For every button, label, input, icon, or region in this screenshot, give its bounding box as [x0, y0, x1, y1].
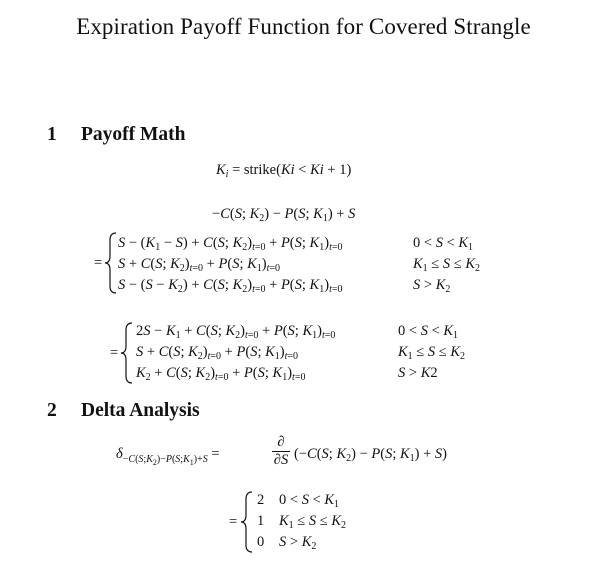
section-number: 1 — [47, 124, 57, 145]
delta-case-2-cond: $K_1 \le S \le K_2$ — [279, 513, 347, 531]
left-brace — [240, 491, 254, 553]
payoff-case-2-cond: $K_1 \le S \le K_2$ — [413, 256, 481, 274]
payoff-simplified-case-2-expr: S + C(S; $K_2)_{t=0} + P(S$; $K_1)_{t=0}$ — [136, 344, 299, 362]
payoff-simplified-case-1-expr: $2S - K_1 + C(S$; $K_2)_{t=0} + P(S$; $K_1)_{t=0}$ — [136, 323, 336, 341]
payoff-case-3-cond: $S > K_2$ — [413, 277, 451, 295]
strike-definition-equation: $K_i$ = strike(Ki < Ki + 1) — [216, 162, 352, 180]
equals-sign: = — [94, 255, 103, 271]
partial-derivative-fraction: ∂ ∂S — [273, 434, 289, 468]
payoff-simplified-case-1-cond: $0 < S < K_1$ — [398, 323, 459, 341]
delta-case-3-cond: $S > K_2$ — [279, 534, 317, 552]
payoff-case-3-expr: $S - (S - K_2) + C(S$; $K_2)_{t=0} + P(S$; $K_1)_{t=0}$ — [118, 277, 343, 295]
paper-title: Expiration Payoff Function for Covered Strangle — [76, 14, 531, 39]
payoff-expression: −C(S; $K_2) - P(S$; $K_1) + S$ — [212, 206, 356, 224]
section-number: 2 — [47, 400, 57, 421]
delta-case-1-cond: $0 < S < K_1$ — [279, 492, 340, 510]
payoff-case-1-cond: $0 < S < K_1$ — [413, 235, 474, 253]
payoff-simplified-case-2-cond: $K_1 \le S \le K_2$ — [398, 344, 466, 362]
section-heading-payoff-math — [47, 124, 186, 146]
left-brace — [104, 232, 118, 294]
delta-definition-equation: $\delta_{-C(S;K_2)-P(S;K_1)+S}$ = — [116, 446, 220, 467]
equals-sign: = — [229, 514, 238, 530]
delta-definition-rhs: (−C(S; $K_2) - P(S$; $K_1) + S$) — [294, 446, 448, 464]
payoff-simplified-case-3-expr: $K_2 + C(S$; $K_2)_{t=0} + P(S$; $K_1)_{t=0}$ — [136, 365, 306, 383]
delta-case-3-value: 0 — [257, 534, 265, 550]
section-title: Payoff Math — [81, 124, 186, 145]
section-heading-delta-analysis — [47, 400, 200, 422]
delta-case-1-value: 2 — [257, 492, 265, 508]
payoff-case-1-expr: $S - (K_1 - S) + C(S$; $K_2)_{t=0} + P(S$; $K_1)_{t=0}$ — [118, 235, 343, 253]
payoff-simplified-case-3-cond: S > K2 — [398, 365, 438, 381]
equals-sign: = — [110, 345, 119, 361]
delta-case-2-value: 1 — [257, 513, 265, 529]
section-title: Delta Analysis — [81, 400, 200, 421]
payoff-case-2-expr: S + C(S; $K_2)_{t=0} + P(S$; $K_1)_{t=0}$ — [118, 256, 281, 274]
left-brace — [120, 322, 134, 384]
